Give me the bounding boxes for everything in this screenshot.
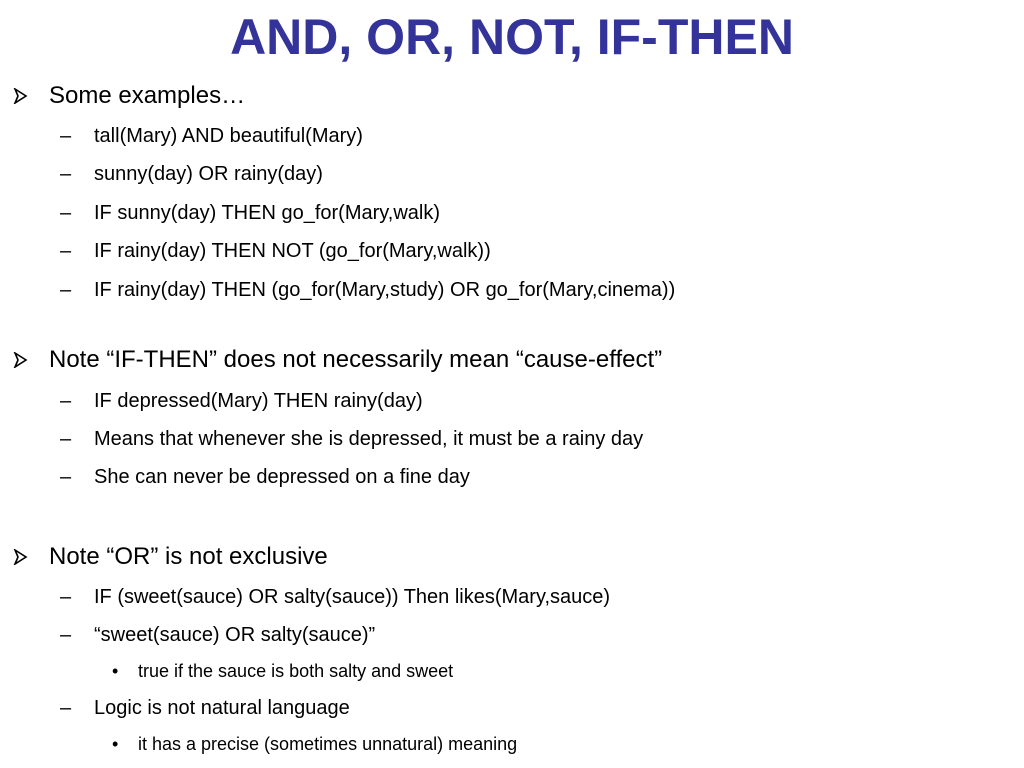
chevron-right-icon	[12, 81, 49, 113]
dash-marker: –	[60, 240, 72, 262]
dash-marker: –	[60, 624, 72, 646]
list-item	[60, 622, 375, 648]
list-item-text: IF depressed(Mary) THEN rainy(day)	[94, 390, 423, 412]
dash-marker: –	[60, 279, 72, 301]
dash-marker: –	[60, 428, 72, 450]
list-item	[60, 238, 491, 264]
section-heading-text: Some examples…	[49, 82, 246, 109]
sub-list-item	[112, 732, 517, 756]
section-heading-text: Note “IF-THEN” does not necessarily mean “cause-effect”	[49, 346, 663, 373]
list-item-text: IF rainy(day) THEN NOT (go_for(Mary,walk))	[94, 240, 491, 262]
section-3-heading	[12, 542, 328, 574]
bullet-marker: •	[112, 734, 119, 754]
list-item-text: tall(Mary) AND beautiful(Mary)	[94, 125, 363, 147]
list-item-text: sunny(day) OR rainy(day)	[94, 163, 323, 185]
slide-title: AND, OR, NOT, IF-THEN	[230, 9, 794, 65]
list-item-text: Logic is not natural language	[94, 697, 350, 719]
section-2-heading	[12, 345, 662, 377]
bullet-marker: •	[112, 661, 119, 681]
list-item	[60, 123, 363, 149]
list-item	[60, 584, 610, 610]
list-item-text: IF sunny(day) THEN go_for(Mary,walk)	[94, 202, 441, 224]
list-item-text: IF (sweet(sauce) OR salty(sauce)) Then likes(Mary,sauce)	[94, 586, 611, 608]
list-item-text: Means that whenever she is depressed, it must be a rainy day	[94, 428, 644, 450]
dash-marker: –	[60, 390, 72, 412]
chevron-right-icon	[12, 542, 49, 574]
section-1-heading	[12, 81, 245, 113]
list-item-text: “sweet(sauce) OR salty(sauce)”	[94, 624, 376, 646]
list-item	[60, 426, 643, 452]
list-item	[60, 161, 323, 187]
sub-list-item	[112, 659, 453, 683]
list-item	[60, 695, 350, 721]
dash-marker: –	[60, 163, 72, 185]
list-item	[60, 464, 470, 490]
dash-marker: –	[60, 586, 72, 608]
sub-list-item-text: it has a precise (sometimes unnatural) meaning	[138, 734, 518, 754]
section-heading-text: Note “OR” is not exclusive	[49, 543, 328, 570]
list-item-text: IF rainy(day) THEN (go_for(Mary,study) OR go_for(Mary,cinema))	[94, 279, 676, 301]
list-item	[60, 277, 675, 303]
dash-marker: –	[60, 202, 72, 224]
list-item	[60, 200, 440, 226]
dash-marker: –	[60, 466, 72, 488]
list-item	[60, 388, 423, 414]
dash-marker: –	[60, 697, 72, 719]
list-item-text: She can never be depressed on a fine day	[94, 466, 470, 488]
sub-list-item-text: true if the sauce is both salty and sweet	[138, 661, 454, 681]
chevron-right-icon	[12, 345, 49, 377]
dash-marker: –	[60, 125, 72, 147]
